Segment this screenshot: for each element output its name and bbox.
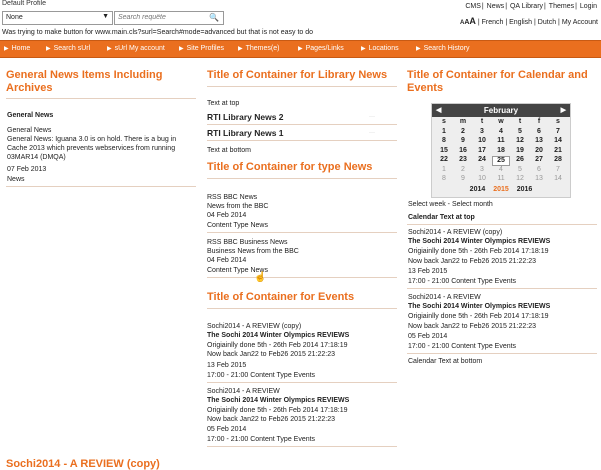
event-title[interactable]: Sochi2014 - A REVIEW (copy) xyxy=(207,323,302,330)
profile-select-value: None xyxy=(6,14,23,21)
type-news-title: Title of Container for type News xyxy=(207,161,373,173)
calendar-day[interactable]: 9 xyxy=(461,137,465,144)
divider xyxy=(207,277,397,278)
next-month-icon[interactable]: ▶ xyxy=(560,107,566,114)
rss-date: 04 Feb 2014 xyxy=(207,257,247,264)
calendar-day[interactable]: 8 xyxy=(442,137,446,144)
year-link[interactable]: 2014 xyxy=(469,186,486,193)
calendar-day[interactable]: 12 xyxy=(516,175,524,182)
calendar-day[interactable]: 5 xyxy=(518,127,522,135)
calendar-day[interactable]: 8 xyxy=(442,175,446,182)
calendar-day[interactable]: 6 xyxy=(537,127,541,135)
event-line: Origiainlly done 5th - 26th Feb 2014 17:18:19 xyxy=(408,313,549,320)
calendar-day[interactable]: 19 xyxy=(516,146,524,154)
calendar-day[interactable]: 10 xyxy=(478,175,486,182)
left-line[interactable]: General News: Iguana 3.0 is on hold. There is a bug in xyxy=(7,136,177,143)
text-size-control[interactable]: AAA xyxy=(459,16,476,26)
top-links: CMS| News| QA Library| Themes| Login xyxy=(465,3,597,10)
calendar-day[interactable]: 24 xyxy=(478,156,486,163)
left-date: 07 Feb 2013 xyxy=(7,166,47,173)
library-item[interactable]: RTI Library News 1 xyxy=(207,128,284,138)
calendar-day[interactable]: 22 xyxy=(440,156,448,163)
event-date: 05 Feb 2014 xyxy=(408,333,448,340)
left-line: General News xyxy=(7,127,52,134)
event-line: Now back Jan22 to Feb26 2015 21:22:23 xyxy=(207,416,336,423)
calendar-day[interactable]: 2 xyxy=(461,165,465,173)
calendar-dow-label: t xyxy=(518,118,522,125)
divider xyxy=(207,446,397,447)
calendar-day[interactable]: 4 xyxy=(499,165,503,173)
left-subtitle: General News xyxy=(7,112,54,119)
calendar-day[interactable]: 17 xyxy=(478,146,486,154)
calendar-day[interactable]: 14 xyxy=(554,137,562,144)
event-line: Origiainlly done 5th - 26th Feb 2014 17:18:19 xyxy=(207,407,348,414)
lang-links: AAA | French | English | Dutch | My Account xyxy=(459,16,598,26)
calendar-day[interactable]: 2 xyxy=(461,127,465,135)
calendar-widget xyxy=(431,103,571,198)
main-nav xyxy=(0,40,601,58)
rss-type: Content Type News xyxy=(207,222,268,229)
calendar-day[interactable]: 3 xyxy=(480,127,484,135)
calendar-day[interactable]: 7 xyxy=(556,127,560,135)
rss-title[interactable]: RSS BBC News xyxy=(207,194,258,201)
event-headline: The Sochi 2014 Winter Olympics REVIEWS xyxy=(408,303,551,310)
calendar-day[interactable]: 28 xyxy=(554,156,562,163)
select-week-month[interactable]: Select week - Select month xyxy=(408,201,493,208)
event-title[interactable]: Sochi2014 - A REVIEW xyxy=(408,294,481,301)
top-link-news[interactable]: News xyxy=(486,3,505,10)
left-column-title: General News Items Including Archives xyxy=(6,69,163,94)
nav-item-search-surl[interactable]: ▶ Search sUrl xyxy=(46,45,91,52)
event-headline: The Sochi 2014 Winter Olympics REVIEWS xyxy=(207,332,350,339)
header-note: Was trying to make button for www.main.cls?surl=Search#mode=advanced but that is not easy to do xyxy=(2,29,314,36)
event-time: 17:00 - 21:00 Content Type Events xyxy=(207,436,316,443)
event-title[interactable]: Sochi2014 - A REVIEW xyxy=(207,388,280,395)
search-input[interactable] xyxy=(118,14,208,21)
event-time: 17:00 - 21:00 Content Type Events xyxy=(408,343,517,350)
top-link-login[interactable]: Login xyxy=(579,3,597,10)
library-news-title: Title of Container for Library News xyxy=(207,69,388,81)
event-line: Origiainlly done 5th - 26th Feb 2014 17:18:19 xyxy=(408,248,549,255)
calendar-day[interactable]: 5 xyxy=(518,165,522,173)
nav-item-surl-my-account[interactable]: ▶ sUrl My account xyxy=(107,45,165,52)
top-link-themes[interactable]: Themes xyxy=(548,3,575,10)
calendar-header xyxy=(432,104,570,117)
rss-desc: Business News from the BBC xyxy=(207,248,299,255)
year-link-current[interactable]: 2015 xyxy=(493,186,509,193)
top-link-cms[interactable]: CMS xyxy=(465,3,481,10)
divider xyxy=(207,232,397,233)
search-box[interactable] xyxy=(114,11,224,25)
event-time: 17:00 - 21:00 Content Type Events xyxy=(408,278,517,285)
year-link[interactable]: 2016 xyxy=(516,186,533,193)
divider xyxy=(407,288,597,289)
event-line: Now back Jan22 to Feb26 2015 21:22:23 xyxy=(408,323,537,330)
calendar-day[interactable]: 14 xyxy=(554,175,562,182)
calendar-day[interactable]: 1 xyxy=(442,165,446,173)
calendar-dow-label: s xyxy=(556,118,560,125)
event-headline: The Sochi 2014 Winter Olympics REVIEWS xyxy=(408,238,551,245)
calendar-dow-label: s xyxy=(442,118,446,125)
lang-link-french[interactable]: French xyxy=(481,19,504,26)
left-category: News xyxy=(7,176,25,183)
calendar-day[interactable]: 11 xyxy=(497,175,505,182)
calendar-day[interactable]: 27 xyxy=(535,156,543,163)
calendar-years xyxy=(432,186,570,193)
calendar-day[interactable]: 21 xyxy=(554,146,562,154)
divider xyxy=(6,98,196,99)
divider xyxy=(207,140,397,141)
divider xyxy=(207,382,397,383)
calendar-day[interactable]: 1 xyxy=(442,127,446,135)
nav-item-site-profiles[interactable]: ▶ Site Profiles xyxy=(179,45,224,52)
calendar-day[interactable]: 20 xyxy=(535,146,543,154)
nav-item-pages-links[interactable]: ▶ Pages/Links xyxy=(298,45,344,52)
dots: ··· xyxy=(369,114,375,120)
event-headline: The Sochi 2014 Winter Olympics REVIEWS xyxy=(207,397,350,404)
library-item[interactable]: RTI Library News 2 xyxy=(207,112,284,122)
calendar-dow-label: f xyxy=(537,118,541,125)
mouse-cursor-icon: ☝ xyxy=(254,272,267,283)
calendar-day[interactable]: 3 xyxy=(480,165,484,173)
event-title[interactable]: Sochi2014 - A REVIEW (copy) xyxy=(408,229,503,236)
rss-type: Content Type News xyxy=(207,267,268,274)
profile-select[interactable] xyxy=(2,11,113,25)
divider xyxy=(407,353,597,354)
nav-item-locations[interactable]: ▶ Locations xyxy=(361,45,399,52)
calendar-day[interactable]: 10 xyxy=(478,137,486,144)
lang-link-dutch[interactable]: Dutch xyxy=(537,19,557,26)
my-account-link[interactable]: My Account xyxy=(561,19,598,26)
divider xyxy=(207,124,397,125)
event-line: Now back Jan22 to Feb26 2015 21:22:23 xyxy=(207,351,336,358)
search-icon[interactable]: 🔍 xyxy=(209,13,219,22)
left-line: Cache 2013 which prevents webservices from running xyxy=(7,145,176,152)
calendar-day[interactable]: 15 xyxy=(440,146,448,154)
calendar-month: February xyxy=(483,106,519,115)
event-line: Origiainlly done 5th - 26th Feb 2014 17:18:19 xyxy=(207,342,348,349)
library-text-bottom: Text at bottom xyxy=(207,147,251,154)
divider xyxy=(207,86,397,87)
dots: ··· xyxy=(369,130,375,136)
calendar-column-title: Title of Container for Calendar and Events xyxy=(407,69,588,94)
calendar-text-bottom: Calendar Text at bottom xyxy=(408,358,483,365)
bottom-event-title[interactable]: Sochi2014 - A REVIEW (copy) xyxy=(6,458,160,470)
nav-item-search-history[interactable]: ▶ Search History xyxy=(416,45,470,52)
event-time: 17:00 - 21:00 Content Type Events xyxy=(207,372,316,379)
lang-link-english[interactable]: English xyxy=(509,19,533,26)
calendar-day[interactable]: 12 xyxy=(516,137,524,144)
prev-month-icon[interactable]: ◀ xyxy=(436,107,442,114)
calendar-dow-label: w xyxy=(498,118,504,125)
rss-desc: News from the BBC xyxy=(207,203,269,210)
calendar-day[interactable]: 18 xyxy=(497,146,505,154)
calendar-day[interactable]: 4 xyxy=(499,127,503,135)
rss-date: 04 Feb 2014 xyxy=(207,212,247,219)
calendar-day[interactable]: 9 xyxy=(461,175,465,182)
calendar-day[interactable]: 16 xyxy=(459,146,467,154)
top-link-qa-library[interactable]: QA Library xyxy=(509,3,544,10)
divider xyxy=(207,178,397,179)
nav-item-themes[interactable]: ▶ Themes(e) xyxy=(238,45,280,52)
calendar-text-top: Calendar Text at top xyxy=(408,214,475,221)
calendar-day[interactable]: 7 xyxy=(556,165,560,173)
event-line: Now back Jan22 to Feb26 2015 21:22:23 xyxy=(408,258,537,265)
calendar-dow-label: m xyxy=(459,118,467,125)
calendar-day[interactable]: 13 xyxy=(535,175,543,182)
calendar-dow-label: t xyxy=(480,118,484,125)
event-date: 05 Feb 2014 xyxy=(207,426,247,433)
profile-label: Default Profile xyxy=(2,0,46,7)
calendar-day[interactable]: 26 xyxy=(516,156,524,163)
calendar-day[interactable]: 13 xyxy=(535,137,543,144)
nav-item-home[interactable]: ▶ Home xyxy=(4,45,31,52)
divider xyxy=(407,224,597,225)
chevron-down-icon: ▼ xyxy=(102,13,109,20)
left-line: 03MAR14 (DMQA) xyxy=(7,154,66,161)
event-date: 13 Feb 2015 xyxy=(408,268,448,275)
calendar-day[interactable]: 6 xyxy=(537,165,541,173)
event-date: 13 Feb 2015 xyxy=(207,362,247,369)
calendar-day[interactable]: 25 xyxy=(492,156,510,166)
divider xyxy=(207,308,397,309)
calendar-day[interactable]: 11 xyxy=(497,137,505,144)
library-text-top: Text at top xyxy=(207,100,240,107)
divider xyxy=(6,186,196,187)
calendar-day[interactable]: 23 xyxy=(459,156,467,163)
events-title: Title of Container for Events xyxy=(207,291,355,303)
rss-title[interactable]: RSS BBC Business News xyxy=(207,239,288,246)
